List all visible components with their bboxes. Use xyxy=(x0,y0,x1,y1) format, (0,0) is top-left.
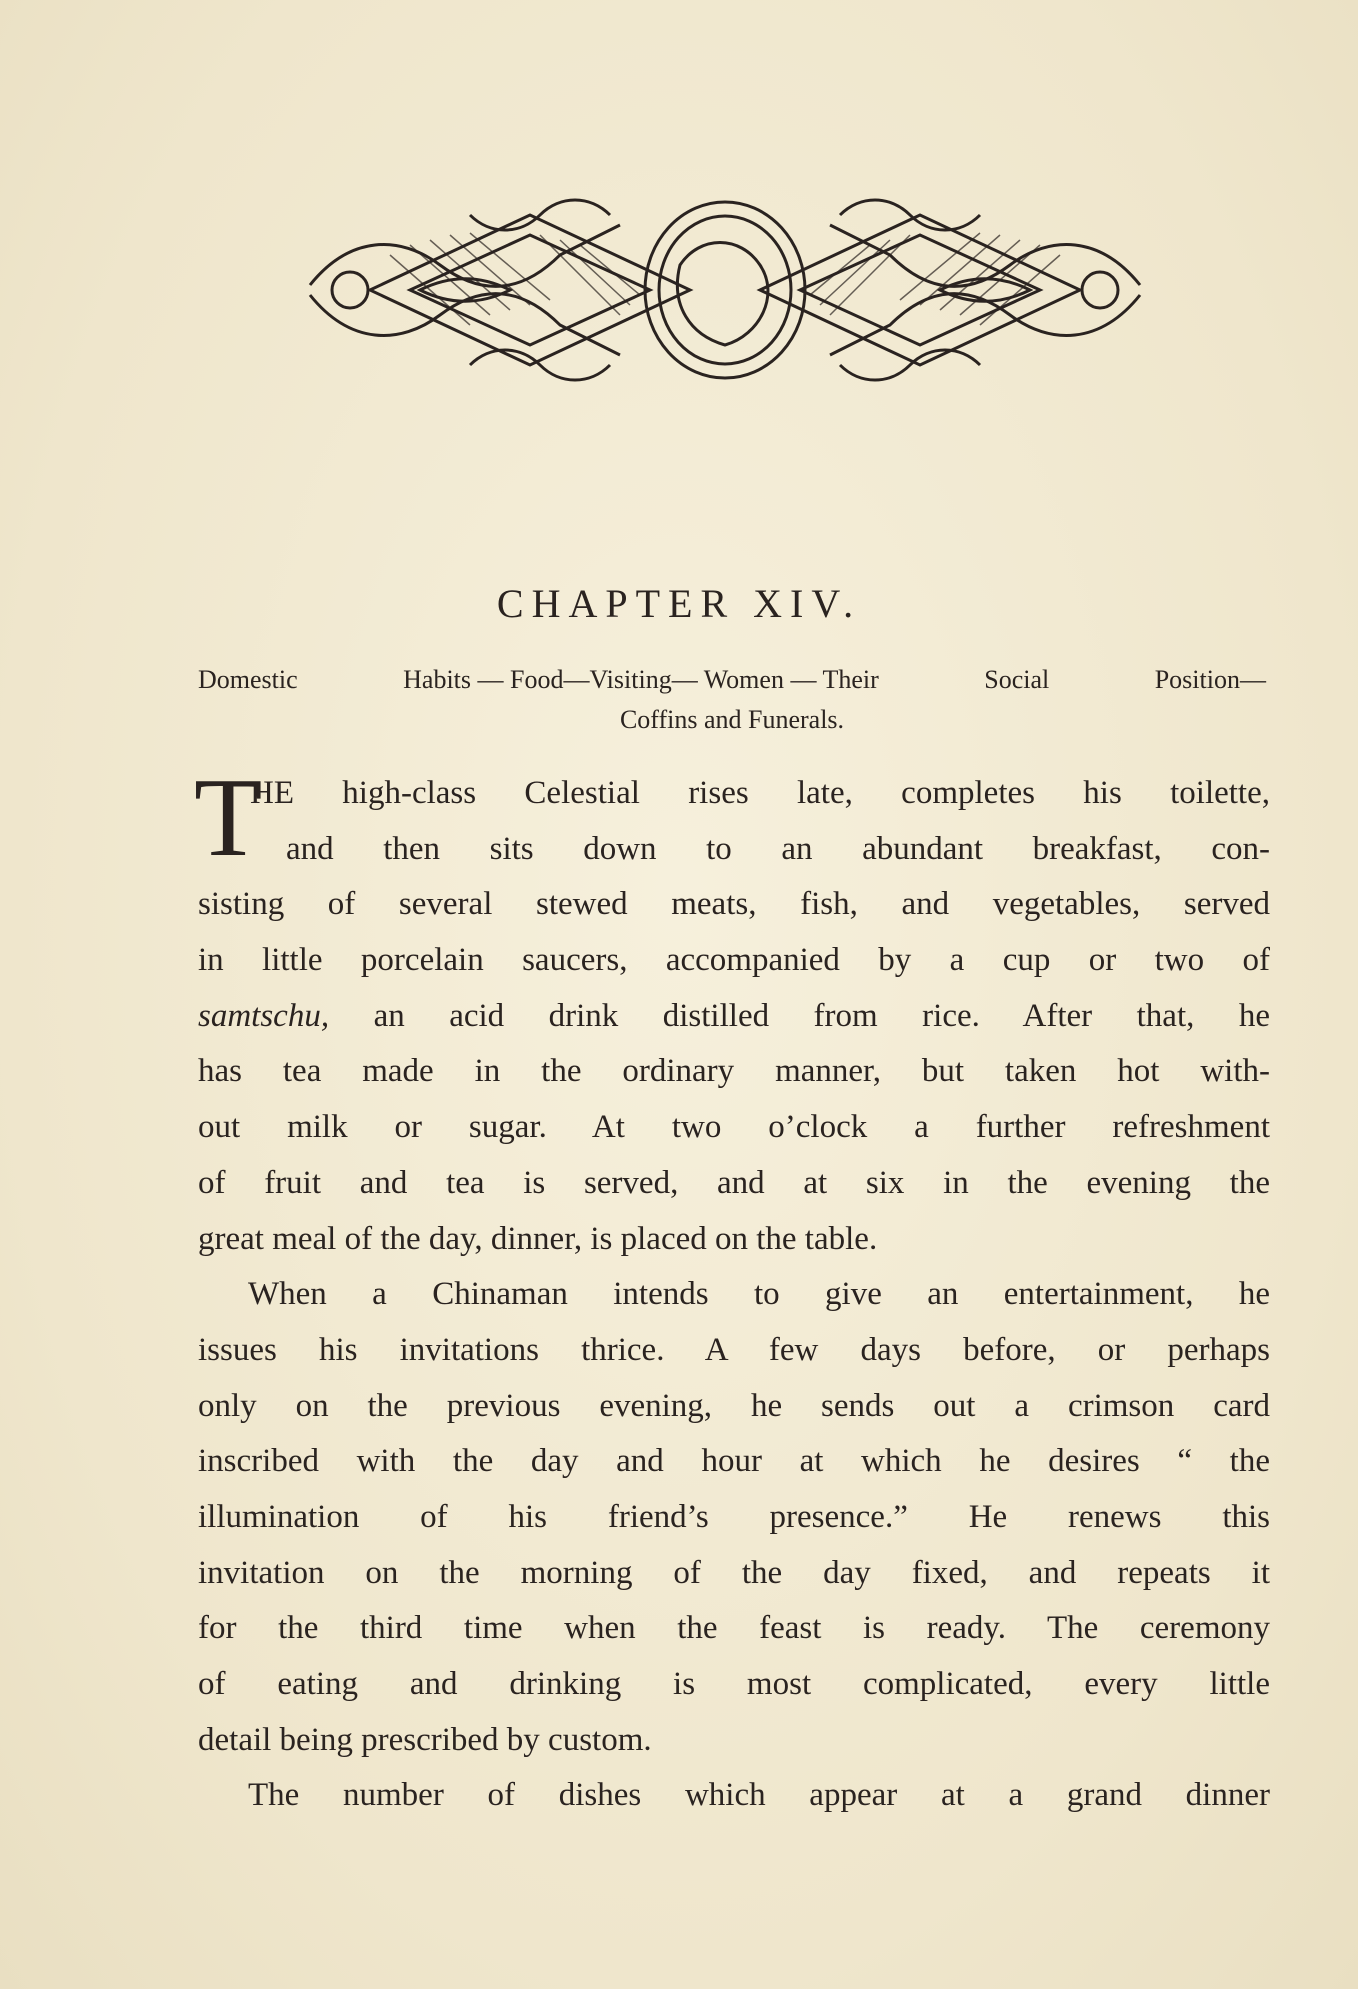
ornamental-headpiece-icon xyxy=(290,195,1160,390)
text-line: of fruit and tea is served, and at six in the evening the xyxy=(198,1164,1270,1201)
text-line: sisting of several stewed meats, fish, and vegetables, served xyxy=(198,886,1270,923)
text-line: invitation on the morning of the day fixed, and repeats it xyxy=(198,1554,1270,1591)
text-line: great meal of the day, dinner, is placed on the table. xyxy=(198,1220,878,1257)
text-line: When a Chinaman intends to give an entertainment, he xyxy=(248,1276,1270,1313)
text-line: detail being prescribed by custom. xyxy=(198,1721,652,1758)
body-text xyxy=(194,756,1270,1824)
text-line: for the third time when the feast is ready. The ceremony xyxy=(198,1610,1270,1647)
text-line: of eating and drinking is most complicated, every little xyxy=(198,1666,1270,1702)
drop-cap: T xyxy=(194,756,263,880)
italic-term: samtschu, xyxy=(198,997,330,1034)
text-line: and then sits down to an abundant breakfast, con- xyxy=(286,830,1270,867)
text-line: only on the previous evening, he sends out a crimson card xyxy=(198,1387,1270,1424)
text-line-content: an acid drink distilled from rice. After that, he xyxy=(329,997,1270,1034)
text-line: out milk or sugar. At two o’clock a further refreshment xyxy=(198,1109,1270,1146)
text-line: illumination of his friend’s presence.” He renews this xyxy=(198,1498,1270,1535)
text-line xyxy=(198,989,1270,1045)
chapter-synopsis xyxy=(198,660,1266,740)
synopsis-line: Coffins and Funerals. xyxy=(619,705,845,734)
synopsis-word: Position— xyxy=(1154,665,1266,694)
synopsis-word: Habits — Food—Visiting— Women — Their xyxy=(403,665,879,694)
text-line-content: HE high-class Celestial rises late, completes his toilette, xyxy=(250,775,1270,811)
text-line: has tea made in the ordinary manner, but taken hot with- xyxy=(198,1053,1270,1090)
text-line: issues his invitations thrice. A few days before, or perhaps xyxy=(198,1331,1270,1368)
text-line: The number of dishes which appear at a grand dinner xyxy=(248,1777,1270,1814)
synopsis-word: Social xyxy=(984,665,1050,694)
chapter-title: CHAPTER XIV. xyxy=(496,581,862,626)
text-line: inscribed with the day and hour at which he desires “ the xyxy=(198,1443,1270,1480)
synopsis-word: Domestic xyxy=(198,665,298,694)
text-line: in little porcelain saucers, accompanied by a cup or two of xyxy=(198,942,1270,979)
